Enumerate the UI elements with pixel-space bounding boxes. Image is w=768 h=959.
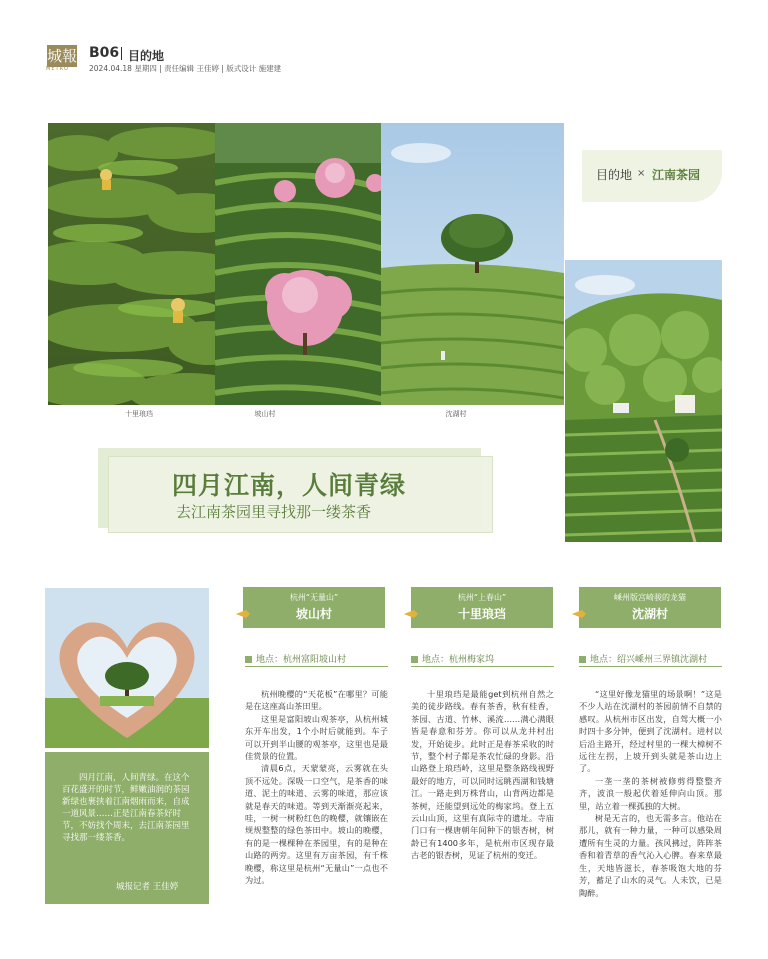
newspaper-logo-sub: METRO	[46, 66, 69, 72]
photo-shili-langdang	[48, 123, 230, 405]
intro-author: 城报记者 王佳婷	[116, 882, 179, 892]
section-title: 目的地	[128, 49, 165, 63]
column-tagline: 杭州“上春山”	[457, 593, 507, 602]
column-header	[579, 587, 721, 628]
photo-caption: 十里琅珰	[125, 410, 153, 418]
column-village: 沈湖村	[631, 607, 668, 621]
column-village: 十里琅珰	[457, 607, 506, 621]
column-location: 地点：绍兴嵊州三界镇沈湖村	[579, 652, 707, 665]
destination-label: 目的地	[596, 168, 633, 182]
subheadline: 去江南茶园里寻找那一缕茶香	[176, 503, 372, 521]
photo-heart-hands	[45, 588, 209, 748]
destination-separator: ×	[637, 168, 646, 179]
photo-poshan-village	[215, 123, 397, 405]
column-tagline: 嵊州版宫崎骏的龙猫	[614, 593, 686, 602]
pin-icon	[572, 605, 586, 617]
header-meta: 2024.04.18 星期四 | 责任编辑 王佳婷 | 版式设计 施建建	[89, 64, 282, 73]
photo-tea-hill	[565, 260, 722, 542]
headline: 四月江南，人间青绿	[172, 471, 407, 500]
pin-icon	[236, 605, 250, 617]
column-location: 地点：杭州梅家坞	[411, 652, 494, 665]
column-location: 地点：杭州富阳坡山村	[245, 652, 346, 665]
column-divider	[579, 666, 722, 667]
column-body: 十里琅珰是最能get到杭州自然之美的徒步路线。春有茶香，秋有桂香，茶园、古道、竹林、溪流……满心满眼皆是春意和芬芳。你可以从龙井村出发，开始徒步。此时正是春茶采收的时节，整个村子都是茶农忙碌的身影。沿山路登上琅珰岭，这里是整条路线视野最好的地方，可以同时远眺西湖和钱塘江。一路走到万株背山，山背两边都是茶树，还能望到远处的梅家坞。登上五云山山顶，这里有真际寺的遗址。寺庙门口有一棵唐朝年间种下的银杏树，树龄已有1400多年，是杭州市区现存最古老的银杏树，见证了杭州的变迁。	[411, 689, 554, 861]
photo-caption: 坡山村	[254, 410, 276, 418]
column-divider	[411, 666, 554, 667]
column-divider	[245, 666, 388, 667]
column-header	[411, 587, 553, 628]
newspaper-logo: 城報	[47, 47, 78, 65]
header-divider	[121, 47, 122, 60]
photo-shenhu-village	[381, 123, 564, 405]
page-code: B06	[89, 45, 120, 61]
pin-icon	[404, 605, 418, 617]
photo-caption: 沈湖村	[445, 410, 467, 418]
column-body: 杭州晚樱的“天花板”在哪里？可能是在这座高山茶田里。 这里是富阳坡山观茶亭，从杭州城东开车出发，1个小时后就能到。车子可以开到半山腰的观茶亭，这里也是最佳赏景的位置。 清晨6点，天蒙蒙亮，云雾就在头顶不远处。深吸一口空气，是茶香的味道、泥土的味道、云雾的味道，那应该就是春天的味道。等到天渐渐亮起来，哇，一树一树粉红色的晚樱，就镶嵌在规规整整的绿色茶田中。坡山的晚樱，有的是一棵棵种在茶园里，有的是种在山路的两旁。这里有万亩茶园，有千株晚樱，称这里是杭州“无量山”一点也不为过。	[245, 689, 388, 886]
column-header	[243, 587, 385, 628]
column-body: “这里好像龙猫里的场景啊！”这是不少人站在沈湖村的茶园前情不自禁的感叹。从杭州市区出发，自驾大概一小时四十多分钟，便到了沈湖村。进村以后沿主路开，经过村里的一棵大樟树不远往左拐，上坡开到头就是茶山边上了。 一垄一垄的茶树被修剪得整整齐齐，波浪一般起伏着延伸向山顶。那里，站立着一棵孤独的大树。 树是无言的，也无需多言。他站在那儿，就有一种力量，一种可以感染周遭所有生灵的力量。孩风拂过，阵阵茶香和着青草的香气沁入心脾。春来草最生，天地皆滋长，春茶吸饱大地的芬芳，蓄足了山水的灵气。人未饮，已是陶醉。	[579, 689, 722, 898]
destination-topic: 江南茶园	[652, 168, 701, 182]
intro-text: 四月江南，人间青绿。在这个百花盛开的时节，鲜嫩油润的茶园新绿也裹挟着江南烟雨而来，自成一道风景……正是江南春茶好时节，不妨找个周末，去江南茶园里寻找那一缕茶香。	[62, 773, 190, 843]
column-tagline: 杭州“无量山”	[289, 593, 339, 602]
column-village: 坡山村	[295, 607, 332, 621]
